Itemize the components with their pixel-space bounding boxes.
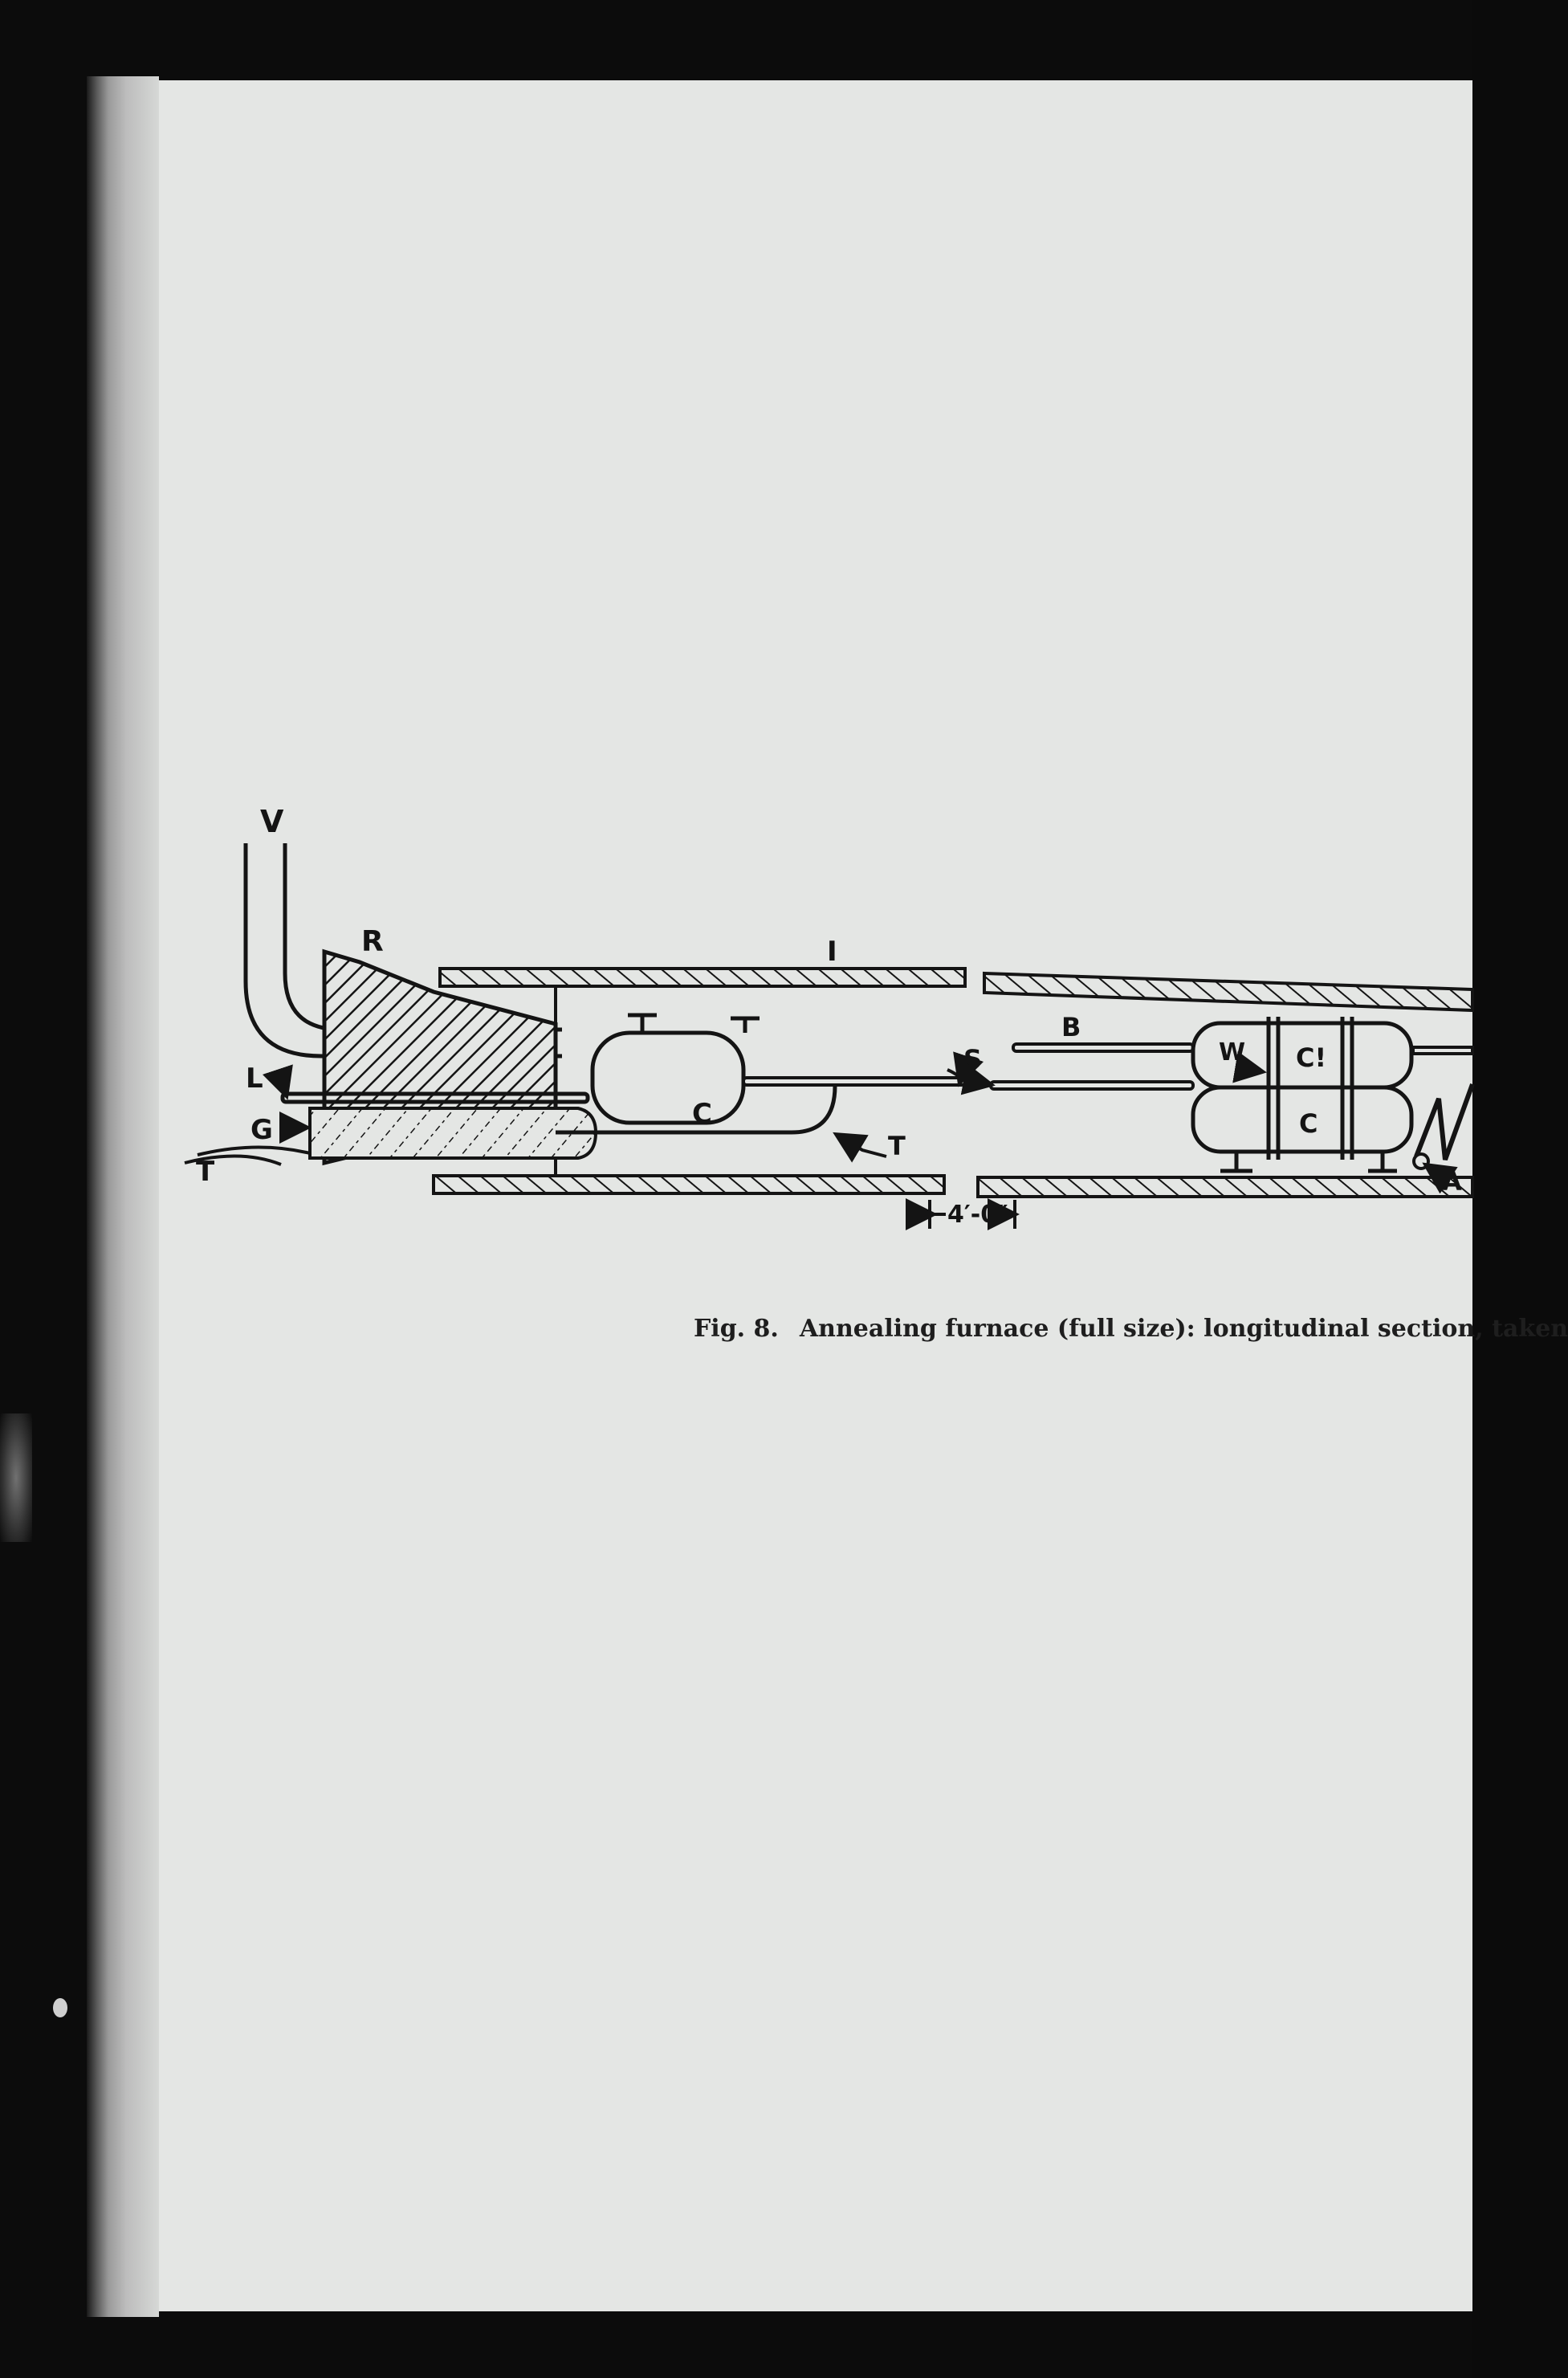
pipe-b-right [1413, 1047, 1472, 1054]
label-c1: C! [1296, 1042, 1327, 1073]
label-v: V [260, 804, 284, 839]
top-wall-right [984, 973, 1472, 1010]
figure-number: Fig. 8. [694, 1315, 779, 1343]
label-t-left: T [196, 1156, 215, 1188]
label-t-pipe: T [888, 1131, 906, 1161]
label-i: I [827, 936, 837, 968]
pipe-s-right [991, 1082, 1193, 1089]
bottom-wall-right [978, 1177, 1472, 1197]
pivot-a [1414, 1154, 1428, 1169]
spring-zigzag [1416, 1084, 1472, 1160]
label-s: S [963, 1044, 983, 1075]
label-r: R [361, 925, 384, 958]
label-l: L [246, 1063, 263, 1095]
label-c-tank: C [692, 1098, 712, 1130]
label-a: A [1442, 1166, 1462, 1197]
figure-caption-text: Annealing furnace (full size): longitudinal section, taken [799, 1315, 1568, 1343]
label-dimension: 4′-0″ [947, 1201, 1008, 1229]
label-c2: C [1299, 1108, 1318, 1139]
label-g: G [250, 1114, 273, 1146]
figure-caption [694, 1315, 1568, 1343]
pipe-s-left [743, 1078, 965, 1085]
label-b: B [1061, 1012, 1081, 1042]
block-zone-g [310, 1108, 596, 1158]
bottom-wall-left [434, 1176, 944, 1193]
top-wall-left [440, 969, 965, 986]
tank-c [593, 1015, 760, 1123]
label-w: W [1219, 1038, 1246, 1067]
pipe-b [1013, 1044, 1193, 1051]
